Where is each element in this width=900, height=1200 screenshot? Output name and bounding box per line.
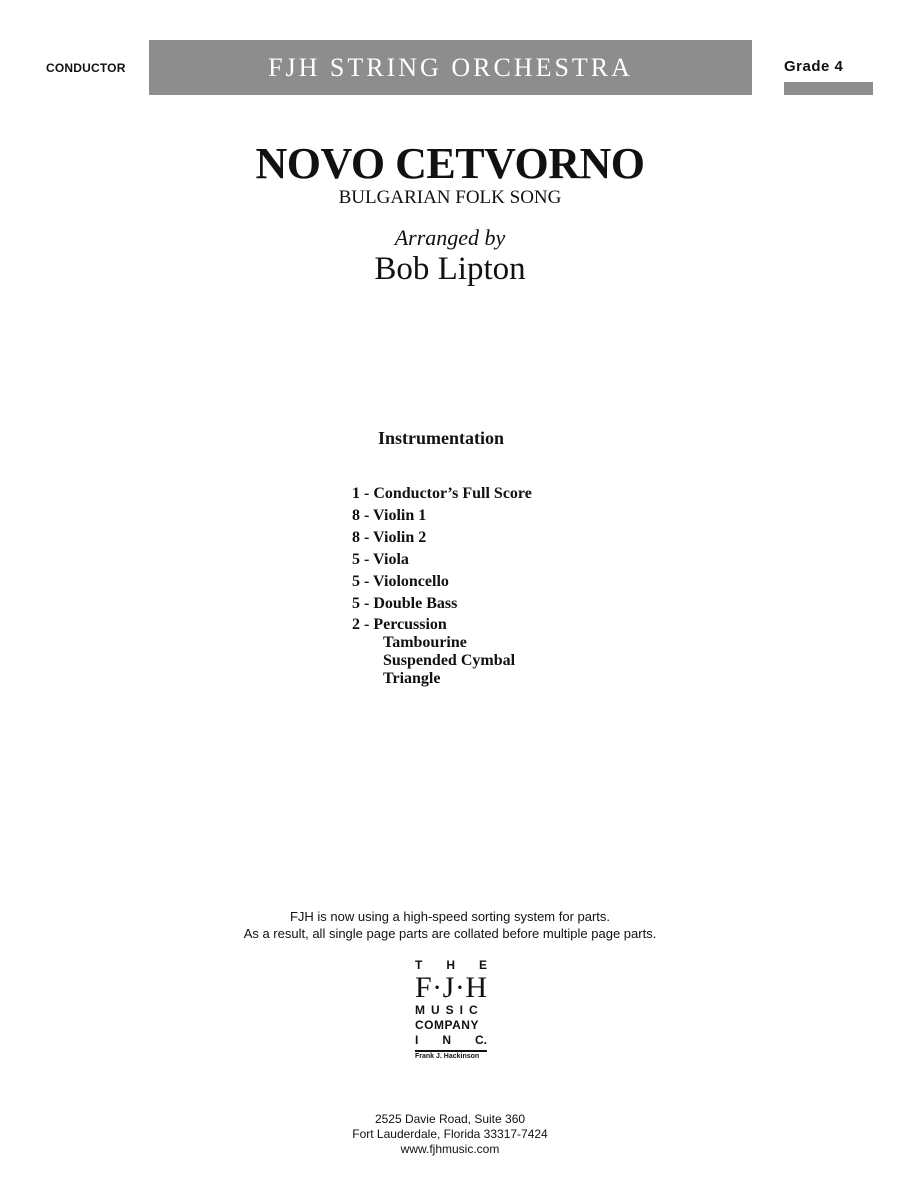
grade-bar (784, 82, 873, 95)
publisher-logo (415, 958, 491, 1066)
piece-subtitle: BULGARIAN FOLK SONG (338, 187, 562, 208)
list-item: 5 - Violoncello (352, 573, 449, 590)
logo-row-music: MUSIC (415, 1003, 484, 1017)
conductor-label: CONDUCTOR (46, 61, 126, 75)
instrumentation-list (352, 484, 532, 688)
address-line: Fort Lauderdale, Florida 33317-7424 (352, 1127, 548, 1141)
percussion-sub-item: Triangle (383, 670, 441, 687)
piece-title: NOVO CETVORNO (255, 139, 645, 188)
logo-fjh: F · J · H (415, 971, 487, 1004)
sorting-note (0, 908, 900, 942)
series-banner (149, 40, 752, 95)
note-line: FJH is now using a high-speed sorting system for parts. (289, 909, 611, 924)
logo-row-inc: I N C. (415, 1033, 487, 1047)
list-item: 5 - Double Bass (352, 595, 458, 612)
publisher-address (0, 1112, 900, 1157)
arranger-name: Bob Lipton (374, 251, 526, 287)
note-line: As a result, all single page parts are collated before multiple page parts. (243, 926, 657, 941)
instrumentation-heading: Instrumentation (378, 428, 505, 448)
arranged-by-label: Arranged by (394, 225, 506, 250)
series-title: FJH STRING ORCHESTRA (268, 52, 633, 82)
list-item: 8 - Violin 1 (352, 507, 427, 524)
percussion-sub-item: Tambourine (383, 634, 467, 651)
list-item: 5 - Viola (352, 551, 409, 568)
logo-founder: Frank J. Hackinson (415, 1053, 480, 1060)
logo-row-company: COMPANY (415, 1018, 479, 1032)
logo-row-the: T H E (415, 958, 487, 972)
list-item: 1 - Conductor’s Full Score (352, 485, 532, 502)
percussion-sub-item: Suspended Cymbal (383, 652, 516, 669)
list-item: 8 - Violin 2 (352, 529, 427, 546)
website-link[interactable]: www.fjhmusic.com (400, 1142, 500, 1156)
grade-label: Grade 4 (784, 58, 844, 75)
list-item: 2 - Percussion (352, 616, 447, 633)
logo-divider (415, 1050, 487, 1052)
address-line: 2525 Davie Road, Suite 360 (374, 1112, 526, 1126)
